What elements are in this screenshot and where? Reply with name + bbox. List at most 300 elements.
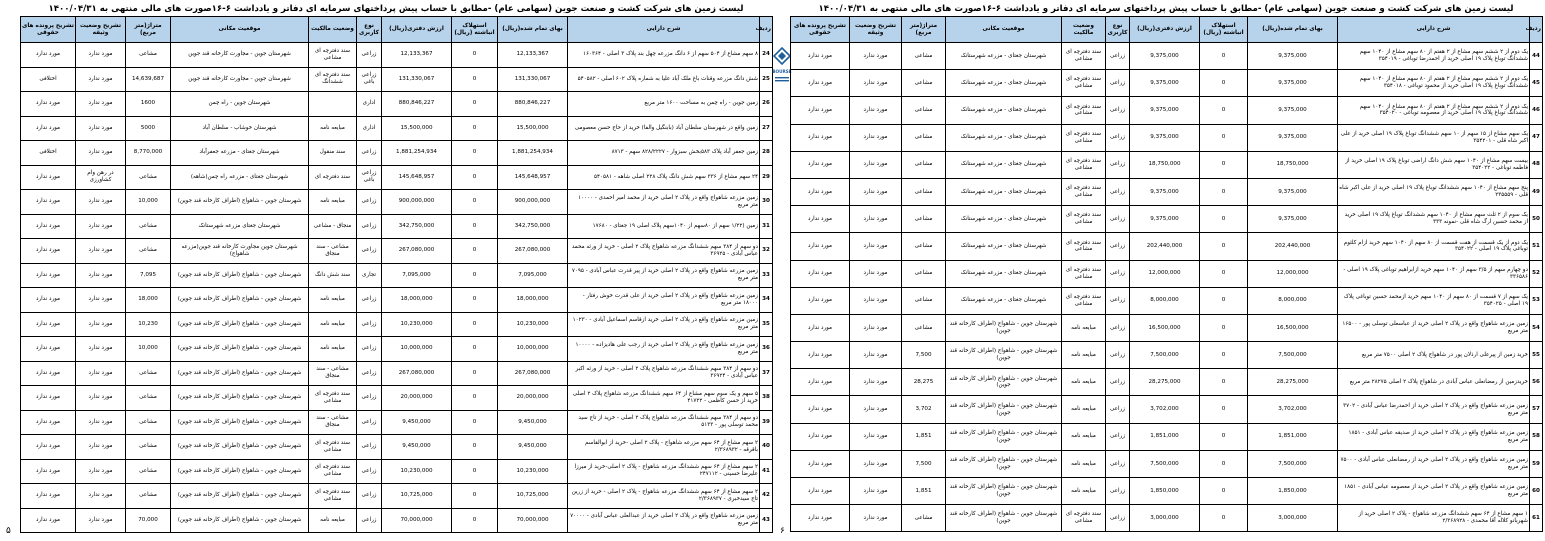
table-row (21, 263, 773, 288)
legal-cases: اختلافی (21, 141, 76, 166)
book-value: 28,275,000 (1130, 369, 1200, 396)
legal-cases: مورد ندارد (21, 484, 76, 509)
book-value: 342,750,000 (382, 214, 452, 239)
book-value: 70,000,000 (382, 508, 452, 533)
row-number: 49 (1530, 178, 1543, 205)
asset-description: زمین مزرعه شاهواج واقع در پلاک ۲ اصلی خرید از پیر قدرت عباس آبادی - ۷۰۹۵ متر مربع (568, 263, 760, 288)
page-left (20, 2, 772, 538)
book-value: 9,375,000 (1130, 124, 1200, 151)
collateral-status: مورد ندارد (850, 505, 902, 532)
column-header: وضعیت مالکیت (1062, 17, 1106, 43)
location: شهرستان جوین - شاهواج (اطراف کارخانه قند جوین) (171, 263, 309, 288)
book-value: 10,725,000 (382, 484, 452, 509)
table-row (21, 337, 773, 362)
area: مشاعی (126, 459, 171, 484)
asset-description: زمین مزرعه شاهواج واقع در پلاک ۲ اصلی خرید از رمضانعلی عباس آبادی - ۷۵۰۰ متر مربع (1338, 450, 1530, 477)
ownership-status: سند دفترچه ای مشاعی (1062, 70, 1106, 97)
legal-cases: مورد ندارد (791, 260, 850, 287)
table-header (21, 17, 773, 43)
cost: 12,133,367 (498, 43, 568, 68)
area: مشاعی (902, 97, 946, 124)
legal-cases: مورد ندارد (791, 97, 850, 124)
column-header: موقعیت مکانی (171, 17, 309, 43)
area: مشاعی (126, 435, 171, 460)
accumulated-depreciation: 0 (1200, 314, 1248, 341)
asset-description: ۲ سهم مشاع از ۶۴ سهم ششدانگ مزرعه شاهواج - پلاک ۲ اصلی-خرید از میرزا علیرضا حسینی - ۲۴۷۱۱۲ (568, 459, 760, 484)
asset-description: زمین مزرعه شاهواج واقع در پلاک ۲ اصلی خرید از صدیقه عباس آبادی - ۱۸۵۱ متر مربع (1338, 423, 1530, 450)
usage-type: زراعی (357, 337, 382, 362)
table-row (21, 165, 773, 190)
legal-cases: مورد ندارد (21, 214, 76, 239)
table-row (791, 206, 1543, 233)
asset-description: زمین مزرعه شاهواج واقع در پلاک ۲ اصلی خرید از علی قدرت خوش رفتار - ۱۸۰۰۰ متر مربع (568, 288, 760, 313)
table-row (791, 450, 1543, 477)
ownership-status: مبایعه نامه (309, 508, 357, 533)
column-header: نوع کاربری (1106, 17, 1130, 43)
usage-type: زراعی باغی (357, 165, 382, 190)
column-header: بهای تمام شده(ریال) (1248, 17, 1338, 43)
legal-cases: مورد ندارد (21, 43, 76, 68)
row-number: 54 (1530, 314, 1543, 341)
row-number: 35 (760, 312, 773, 337)
asset-description: بیست سهم مشاع از ۱۰۴۰ سهم شش دانگ اراضی توباغ پلاک ۱۹ اصلی خرید از فاطمه توباغی - ۳۵۴۰۲۲ (1338, 151, 1530, 178)
cost: 8,000,000 (1248, 287, 1338, 314)
usage-type: زراعی (1106, 124, 1130, 151)
usage-type: زراعی (1106, 178, 1130, 205)
ownership-status: مبایعه نامه (1062, 396, 1106, 423)
accumulated-depreciation: 0 (1200, 450, 1248, 477)
usage-type: زراعی (357, 312, 382, 337)
table-row (791, 43, 1543, 70)
table-row (791, 124, 1543, 151)
cost: 1,850,000 (1248, 478, 1338, 505)
usage-type: اداری (357, 116, 382, 141)
location: شهرستان جوین - شاهواج (اطراف کارخانه قند جوین) (171, 484, 309, 509)
cost: 267,080,000 (498, 361, 568, 386)
collateral-status: مورد ندارد (76, 190, 126, 215)
cost: 7,500,000 (1248, 450, 1338, 477)
collateral-status: مورد ندارد (850, 369, 902, 396)
book-value: 267,080,000 (382, 361, 452, 386)
usage-type: زراعی (1106, 369, 1130, 396)
asset-description: زمین مزرعه شاهواج واقع در پلاک ۲ اصلی خرید از عبدالعلی عباس آبادی - ۷۰۰۰۰ متر مربع (568, 508, 760, 533)
row-number: 56 (1530, 369, 1543, 396)
area: مشاعی (126, 361, 171, 386)
ownership-status: سند دفترچه ای مشاعی (1062, 287, 1106, 314)
row-number: 50 (1530, 206, 1543, 233)
row-number: 42 (760, 484, 773, 509)
accumulated-depreciation: 0 (452, 239, 498, 264)
accumulated-depreciation: 0 (452, 263, 498, 288)
usage-type: زراعی (357, 361, 382, 386)
legal-cases: مورد ندارد (791, 423, 850, 450)
ownership-status: مشاعی - سند منجاق (309, 410, 357, 435)
collateral-status: مورد ندارد (76, 337, 126, 362)
accumulated-depreciation: 0 (452, 361, 498, 386)
book-value: 3,000,000 (1130, 505, 1200, 532)
location: شهرستان جوین - شاهواج (اطراف کارخانه قند جوین) (946, 342, 1062, 369)
accumulated-depreciation: 0 (452, 386, 498, 411)
row-number: 40 (760, 435, 773, 460)
ownership-status: مبایعه نامه (1062, 450, 1106, 477)
book-value: 16,500,000 (1130, 314, 1200, 341)
page-right (790, 2, 1542, 538)
table-row (21, 459, 773, 484)
table-row (21, 312, 773, 337)
book-value: 9,375,000 (1130, 70, 1200, 97)
location: شهرستان جوین - شاهواج (اطراف کارخانه قند جوین) (946, 423, 1062, 450)
location: شهرستان جغتای - مزرعه شهرستانک (946, 97, 1062, 124)
cost: 9,375,000 (1248, 206, 1338, 233)
location: شهرستان جوین - شاهواج (اطراف کارخانه قند جوین) (171, 508, 309, 533)
cost: 900,000,000 (498, 190, 568, 215)
legal-cases: مورد ندارد (21, 165, 76, 190)
column-header: تشریح وضعیت وثیقه (76, 17, 126, 43)
collateral-status: مورد ندارد (850, 178, 902, 205)
legal-cases: مورد ندارد (21, 288, 76, 313)
table-row (21, 484, 773, 509)
collateral-status: مورد ندارد (76, 92, 126, 117)
table-row (21, 116, 773, 141)
cost: 131,330,067 (498, 67, 568, 92)
legal-cases: مورد ندارد (791, 124, 850, 151)
book-value: 7,500,000 (1130, 450, 1200, 477)
book-value: 131,330,067 (382, 67, 452, 92)
book-value: 1,850,000 (1130, 478, 1200, 505)
area: مشاعی (126, 165, 171, 190)
accumulated-depreciation: 0 (452, 165, 498, 190)
row-number: 31 (760, 214, 773, 239)
ownership-status: مبایعه نامه (309, 288, 357, 313)
usage-type: زراعی (1106, 505, 1130, 532)
cost: 18,000,000 (498, 288, 568, 313)
accumulated-depreciation: 0 (1200, 342, 1248, 369)
usage-type: اداری (357, 92, 382, 117)
area: مشاعی (902, 151, 946, 178)
collateral-status: مورد ندارد (850, 97, 902, 124)
usage-type: زراعی (357, 239, 382, 264)
ownership-status: سند منقول (309, 141, 357, 166)
area: 10,000 (126, 190, 171, 215)
accumulated-depreciation: 0 (1200, 287, 1248, 314)
accumulated-depreciation: 0 (452, 459, 498, 484)
asset-description: زمین (۱/۲۲ سهم از ۸۰سهم از ۱۰۴۰سهم پلاک اصلی ۱۹ جغتای - ۱۷۶۸۰ (568, 214, 760, 239)
asset-description: یک دوم از یک قسمت از هفت قسمت از ۸۰ سهم از ۱۰۴۰ سهم خرید ازام کلثوم توباغی پلاک ۱۹ اصلی - ۳۵۴۰۲۲ (1338, 233, 1530, 260)
row-number: 43 (760, 508, 773, 533)
legal-cases: اختلافی (21, 67, 76, 92)
row-number: 45 (1530, 70, 1543, 97)
row-number: 44 (1530, 43, 1543, 70)
table-row (791, 233, 1543, 260)
book-value: 1,881,254,934 (382, 141, 452, 166)
accumulated-depreciation: 0 (452, 67, 498, 92)
table-row (791, 260, 1543, 287)
ownership-status: مبایعه نامه (309, 312, 357, 337)
cost: 20,000,000 (498, 386, 568, 411)
collateral-status: مورد ندارد (76, 386, 126, 411)
row-number: 58 (1530, 423, 1543, 450)
book-value: 10,230,000 (382, 312, 452, 337)
location: شهرستان جوین - شاهواج (اطراف کارخانه قند جوین) (171, 312, 309, 337)
row-number: 57 (1530, 396, 1543, 423)
table-row (21, 239, 773, 264)
area: 7,500 (902, 342, 946, 369)
table-row (21, 43, 773, 68)
area: 70,000 (126, 508, 171, 533)
cost: 10,000,000 (498, 337, 568, 362)
table-row (21, 67, 773, 92)
cost: 9,375,000 (1248, 124, 1338, 151)
cost: 10,230,000 (498, 312, 568, 337)
area: 28,275 (902, 369, 946, 396)
collateral-status: مورد ندارد (850, 260, 902, 287)
legal-cases: مورد ندارد (21, 508, 76, 533)
table-row (791, 314, 1543, 341)
area: مشاعی (902, 314, 946, 341)
book-value: 9,375,000 (1130, 43, 1200, 70)
usage-type: زراعی (1106, 396, 1130, 423)
asset-description: یک سوم از ۲ ثلث سهم مشاع از ۱۰۴۰ سهم ششدانگ توباغ پلاک ۱۹ اصلی خرید از محمد حسین ارگ شاه قلی -نمونه ۳۳۳ (1338, 206, 1530, 233)
book-value: 267,080,000 (382, 239, 452, 264)
legal-cases: مورد ندارد (21, 92, 76, 117)
row-number: 51 (1530, 233, 1543, 260)
collateral-status: مورد ندارد (850, 342, 902, 369)
collateral-status: مورد ندارد (76, 43, 126, 68)
collateral-status: مورد ندارد (76, 312, 126, 337)
usage-type: زراعی (357, 288, 382, 313)
row-number: 32 (760, 239, 773, 264)
area: 10,230 (126, 312, 171, 337)
table-row (21, 92, 773, 117)
collateral-status: در رهن وام کشاورزی (76, 165, 126, 190)
ownership-status: منجاق - مشاعی (309, 214, 357, 239)
asset-description: یک سهم مشاع از ۱۵ سهم از ۱۰ سهم ششدانگ توباغ پلاک ۱۹ اصلی خرید از علی اکبر شاه قلی - ۳۵۴۲۰۱ (1338, 124, 1530, 151)
ownership-status: سند دفترچه ای (309, 165, 357, 190)
usage-type: زراعی (1106, 43, 1130, 70)
asset-description: دو سهم از ۳۸۴ سهم ششدانگ مزرعه شاهواج پلاک ۲ اصلی - خرید از ورثه محمد عباس آبادی - ۳۶۹۲۵ (568, 239, 760, 264)
accumulated-depreciation: 0 (1200, 369, 1248, 396)
legal-cases: مورد ندارد (21, 263, 76, 288)
legal-cases: مورد ندارد (791, 206, 850, 233)
cost: 7,500,000 (1248, 342, 1338, 369)
location: شهرستان جغتای - مزرعه شهرستانک (946, 178, 1062, 205)
ownership-status: سند دفترچه ای مشاعی (309, 386, 357, 411)
collateral-status: مورد ندارد (76, 263, 126, 288)
location: شهرستان جوین - شاهواج (اطراف کارخانه قند جوین) (171, 190, 309, 215)
column-header: بهای تمام شده(ریال) (498, 17, 568, 43)
usage-type: زراعی (357, 484, 382, 509)
cost: 202,440,000 (1248, 233, 1338, 260)
ownership-status: مشاعی - سند منجاق (309, 239, 357, 264)
legal-cases: مورد ندارد (791, 287, 850, 314)
book-value: 9,450,000 (382, 435, 452, 460)
asset-description: ۲۴ سهم مشاع از ۳۳۶ سهم شش دانگ پلاک ۲۲۸ اصلی شاهه - ۵۴۰۵۸۱ (568, 165, 760, 190)
asset-description: ۲ سهم مشاع از ۶۴ سهم مزرعه شاهواج - پلاک ۲ اصلی -خرید از ابوالقاسم باقرقه - ۲/۳۶۸۹۳۲ (568, 435, 760, 460)
collateral-status: مورد ندارد (850, 478, 902, 505)
table-row (21, 410, 773, 435)
accumulated-depreciation: 0 (452, 141, 498, 166)
usage-type: زراعی (1106, 70, 1130, 97)
legal-cases: مورد ندارد (791, 43, 850, 70)
location: شهرستان جغتای - مزرعه شهرستانک (946, 151, 1062, 178)
legal-cases: مورد ندارد (791, 478, 850, 505)
page-title: لیست زمین های شرکت کشت و صنعت جوین (سهامی عام) -مطابق با حساب پیش پرداختهای سرمایه ای دفاتر و یادداشت ۶-۱۶صورت های مالی منتهی به ۱۴۰۰/۰۴/۳۱ (818, 4, 1514, 14)
ownership-status: سند دفترچه ای مشاعی (1062, 505, 1106, 532)
book-value: 15,500,000 (382, 116, 452, 141)
row-number: 37 (760, 361, 773, 386)
legal-cases: مورد ندارد (791, 342, 850, 369)
cost: 880,846,227 (498, 92, 568, 117)
asset-description: ۲ سهم مشاع از ۶۴ سهم ششدانگ مزرعه شاهواج - پلاک ۲ اصلی - خرید از زرین تاج سیدخبری - ۲/۳۶۸۹۳۷ (568, 484, 760, 509)
asset-description: یک دوم از ۲ ششم سهم مشاع از ۲ هفتم از ۸۰ سهم مشاع از ۱۰۴۰ سهم ششدانگ توباغ پلاک ۱۹ اصلی خرید از محمود توباغی - ۳۵۴۰۱۸ (1338, 70, 1530, 97)
collateral-status: مورد ندارد (850, 314, 902, 341)
asset-description: زمین مزرعه شاهواج واقع در پلاک ۲ اصلی خرید از معصومه عباس آبادی - ۱۸۵۱ متر مربع (1338, 478, 1530, 505)
ownership-status: سند دفترچه ای مشاعی (309, 43, 357, 68)
row-number: 28 (760, 141, 773, 166)
area: مشاعی (902, 233, 946, 260)
collateral-status: مورد ندارد (850, 43, 902, 70)
cost: 1,881,254,934 (498, 141, 568, 166)
usage-type: زراعی (1106, 233, 1130, 260)
ownership-status: مبایعه نامه (1062, 478, 1106, 505)
location: شهرستان جوین - شاهواج (اطراف کارخانه قند جوین) (946, 369, 1062, 396)
column-header: استهلاک انباشته (ریال) (1200, 17, 1248, 43)
area: مشاعی (902, 260, 946, 287)
table-header (791, 17, 1543, 43)
area: مشاعی (902, 206, 946, 233)
collateral-status: مورد ندارد (76, 410, 126, 435)
location: شهرستان جوین - شاهواج (اطراف کارخانه قند جوین) (946, 450, 1062, 477)
ownership-status: مشاعی - سند منجاق (309, 361, 357, 386)
cost: 28,275,000 (1248, 369, 1338, 396)
ownership-status: سند دفترچه ای مشاعی (1062, 206, 1106, 233)
location: شهرستان خوشاب - سلطان آباد (171, 116, 309, 141)
asset-description: زمین جعفر آباد پلاک ۵۸۳بخش سبزوار - ۸۲۸/۲۲۲۷ سهم - ۸۷۱۳ (568, 141, 760, 166)
accumulated-depreciation: 0 (1200, 124, 1248, 151)
column-header: ارزش دفتری(ریال) (382, 17, 452, 43)
ownership-status: سند دفترچه ای مشاعی (309, 435, 357, 460)
row-number: 25 (760, 67, 773, 92)
book-value: 900,000,000 (382, 190, 452, 215)
collateral-status: مورد ندارد (76, 459, 126, 484)
usage-type: زراعی (1106, 450, 1130, 477)
accumulated-depreciation: 0 (1200, 260, 1248, 287)
asset-description: زمین مزرعه شاهواج واقع در پلاک ۲ اصلی خرید از عباسعلی توسلی پور - ۱۶۵۰۰ متر مربع (1338, 314, 1530, 341)
row-number: 47 (1530, 124, 1543, 151)
accumulated-depreciation: 0 (1200, 151, 1248, 178)
cost: 3,000,000 (1248, 505, 1338, 532)
ownership-status: مبایعه نامه (309, 116, 357, 141)
collateral-status: مورد ندارد (850, 70, 902, 97)
collateral-status: مورد ندارد (76, 141, 126, 166)
legal-cases: مورد ندارد (791, 233, 850, 260)
accumulated-depreciation: 0 (1200, 70, 1248, 97)
column-header: متراژ(متر مربع) (126, 17, 171, 43)
usage-type: زراعی (357, 386, 382, 411)
book-value: 9,375,000 (1130, 206, 1200, 233)
asset-description: دو سهم از ۳۸۴ سهم ششدانگ مزرعه شاهواج پلاک ۲ اصلی - خرید از ورثه اکبر عباس آبادی - ۳۶۹۲۴ (568, 361, 760, 386)
cost: 7,095,000 (498, 263, 568, 288)
cost: 16,500,000 (1248, 314, 1338, 341)
cost: 15,500,000 (498, 116, 568, 141)
ownership-status: سند دفترچه ای مشاعی (1062, 43, 1106, 70)
area: 1600 (126, 92, 171, 117)
table-row (21, 361, 773, 386)
table-row (21, 288, 773, 313)
accumulated-depreciation: 0 (1200, 178, 1248, 205)
legal-cases: مورد ندارد (791, 505, 850, 532)
accumulated-depreciation: 0 (452, 312, 498, 337)
collateral-status: مورد ندارد (850, 206, 902, 233)
location: شهرستان جغتای - مزرعه شهرستانک (946, 43, 1062, 70)
table-row (21, 214, 773, 239)
row-number: 29 (760, 165, 773, 190)
row-number: 30 (760, 190, 773, 215)
accumulated-depreciation: 0 (452, 337, 498, 362)
legal-cases: مورد ندارد (21, 459, 76, 484)
collateral-status: مورد ندارد (76, 508, 126, 533)
usage-type: زراعی (357, 508, 382, 533)
location: شهرستان جغتای - مزرعه راه چمن(شاهه) (171, 165, 309, 190)
usage-type: زراعی (1106, 287, 1130, 314)
location: شهرستان جوین - مجاورت کارخانه قند جوین (171, 67, 309, 92)
bourse-logo (772, 46, 792, 90)
accumulated-depreciation: 0 (452, 214, 498, 239)
column-header: وضعیت مالکیت (309, 17, 357, 43)
area: 14,639,687 (126, 67, 171, 92)
accumulated-depreciation: 0 (452, 116, 498, 141)
ownership-status: مبایعه نامه (1062, 423, 1106, 450)
location: شهرستان جوین - شاهواج (اطراف کارخانه قند جوین) (171, 386, 309, 411)
table-row (791, 151, 1543, 178)
row-number: 46 (1530, 97, 1543, 124)
location: شهرستان جوین - شاهواج (اطراف کارخانه قند جوین) (946, 505, 1062, 532)
area: 7,095 (126, 263, 171, 288)
book-value: 1,851,000 (1130, 423, 1200, 450)
column-header: تشریح وضعیت وثیقه (850, 17, 902, 43)
usage-type: تجاری (357, 263, 382, 288)
accumulated-depreciation: 0 (1200, 233, 1248, 260)
accumulated-depreciation: 0 (1200, 97, 1248, 124)
location: شهرستان جوین - شاهواج (اطراف کارخانه قند جوین) (946, 314, 1062, 341)
area: 8,770,000 (126, 141, 171, 166)
usage-type: زراعی (357, 190, 382, 215)
column-header: تشریح پرونده های حقوقی (791, 17, 850, 43)
usage-type: زراعی (1106, 314, 1130, 341)
cost: 1,851,000 (1248, 423, 1338, 450)
table-row (791, 178, 1543, 205)
usage-type: زراعی (1106, 260, 1130, 287)
page-number-right: ۶ (780, 526, 785, 536)
asset-description: زمین مزرعه شاهواج واقع در پلاک ۲ اصلی خرید از احمدرضا عباس آبادی - ۳۷۰۲ متر مربع (1338, 396, 1530, 423)
accumulated-depreciation: 0 (452, 484, 498, 509)
table-row (21, 435, 773, 460)
page-number-left: ۵ (6, 526, 11, 536)
cost: 10,230,000 (498, 459, 568, 484)
area: 5000 (126, 116, 171, 141)
asset-description: دو سهم از ۳۸۴ سهم ششدانگ مزرعه شاهواج پلاک ۲ اصلی - خرید از تاج سید محمد توسلی پور - ۵۱۳۳ (568, 410, 760, 435)
accumulated-depreciation: 0 (1200, 206, 1248, 233)
column-header: شرح دارایی (568, 17, 760, 43)
asset-description: زمین مزرعه شاهواج واقع در پلاک ۲ اصلی خرید از محمد امیر احمدی - ۱۰۰۰۰ متر مربع (568, 190, 760, 215)
ownership-status: مبایعه نامه (1062, 369, 1106, 396)
asset-description: زمین مزرعه شاهواج واقع در پلاک ۲ اصلی خرید ازقاسم اسماعیل آبادی - ۱۰۲۳۰ متر مربع (568, 312, 760, 337)
book-value: 7,095,000 (382, 263, 452, 288)
asset-description: پنج سهم مشاع از ۱۰۴۰ سهم ششدانگ توباغ پلاک ۱۹ اصلی خرید از علی اکبر شاه قلی - ۲۳۵۵۵۹ (1338, 178, 1530, 205)
cost: 9,450,000 (498, 435, 568, 460)
usage-type: زراعی (357, 410, 382, 435)
cost: 9,375,000 (1248, 97, 1338, 124)
